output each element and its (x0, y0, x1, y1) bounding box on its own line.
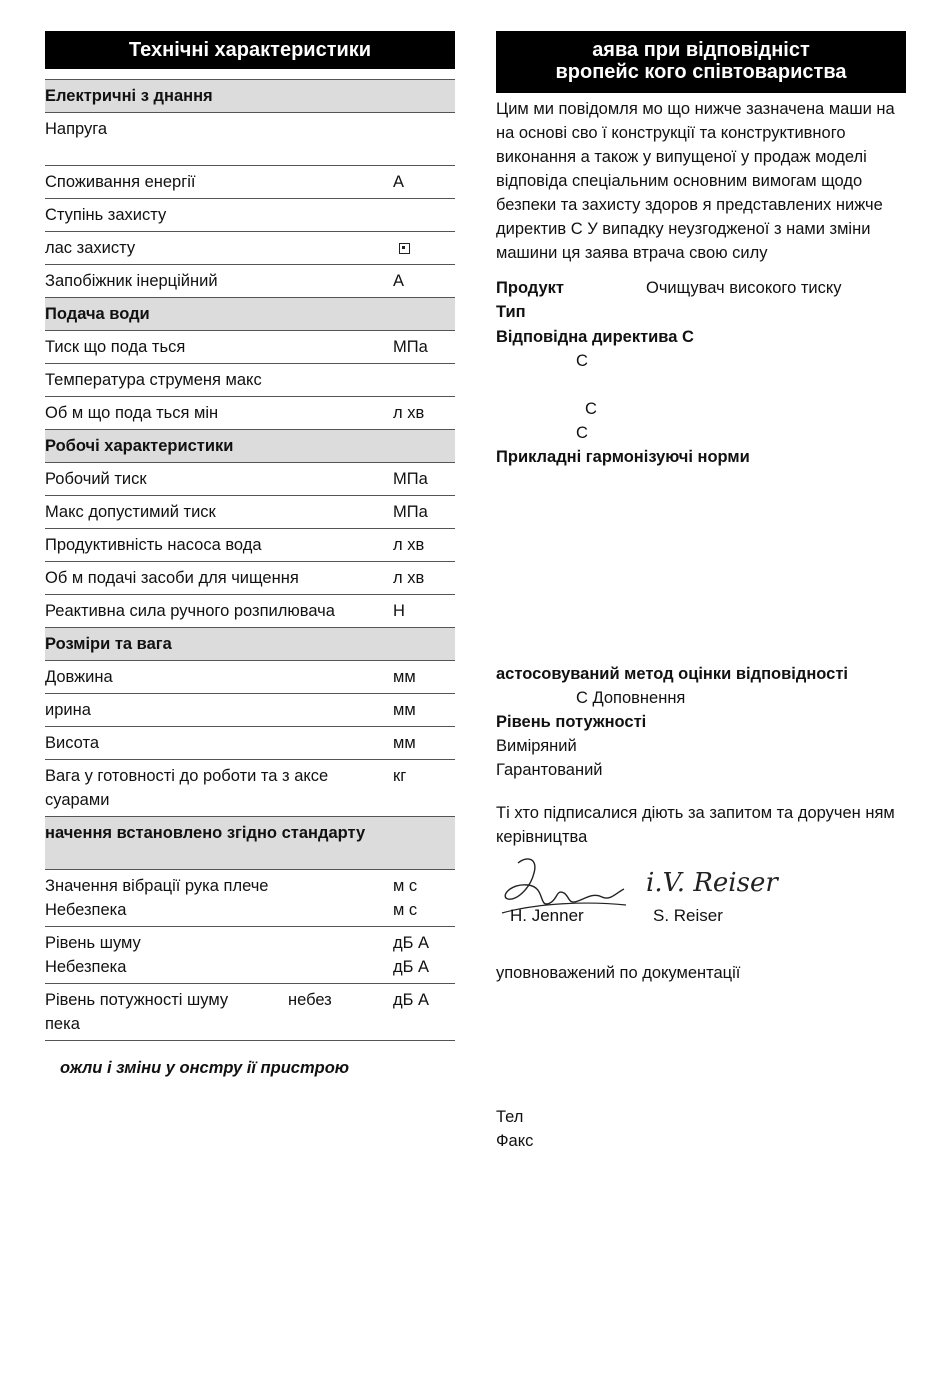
spec-label: лас захисту (45, 239, 136, 257)
spec-row (45, 595, 455, 628)
spec-unit: кг (393, 767, 407, 785)
spec-label: Об м що пода ться мін (45, 404, 219, 422)
spec-row (45, 661, 455, 694)
spec-label-cont: пека (45, 1015, 80, 1033)
declaration-intro: Цим ми повідомля мо що нижче зазначена маши на на основі сво ї конструкції та конструктивного виконання а також у випущеної у продаж моделі відповіда спеціальним основним вимогам щодо безпеки та захисту здоров я представлених нижче директив С У випадку неузгодженої з нами зміни машини ця заява втрача свою силу (496, 100, 895, 262)
spec-unit: л хв (393, 404, 425, 422)
signature-reiser-script: i.V. Reiser (646, 868, 778, 898)
directive-item: С (576, 352, 588, 370)
spec-row (45, 529, 455, 562)
signer2-name: S. Reiser (653, 906, 723, 925)
spec-unit-hazard: дБ А (393, 958, 430, 976)
technical-specs-column (45, 31, 455, 1078)
signer1-name: H. Jenner (510, 906, 584, 925)
spec-label: Висота (45, 734, 100, 752)
spec-section-header (45, 817, 455, 870)
spec-section-header (45, 628, 455, 661)
spec-label: Об м подачі засоби для чищення (45, 569, 299, 587)
fax-label: Факс (496, 1132, 534, 1150)
directive-label: Відповідна директива С (496, 328, 694, 346)
section-label: Розміри та вага (45, 635, 172, 653)
spec-row (45, 199, 455, 232)
spec-label: ирина (45, 701, 91, 719)
section-label: Робочі характеристики (45, 437, 234, 455)
declaration-column (496, 31, 906, 1331)
spec-unit: МПа (393, 470, 428, 488)
spec-unit: МПа (393, 338, 428, 356)
spec-unit (393, 931, 429, 979)
spec-row (45, 331, 455, 364)
spec-label: Значення вібрації рука плече (45, 877, 269, 895)
spec-unit: МПа (393, 503, 428, 521)
spec-mid-label: небез (288, 991, 332, 1009)
signers-text: Ті хто підписалися діють за запитом та доручен ням керівництва (496, 804, 895, 846)
spec-unit-hazard: м с (393, 901, 418, 919)
spec-unit: дБ А (393, 934, 430, 952)
spec-row (45, 232, 455, 265)
power-level-label: Рівень потужності (496, 713, 647, 731)
spec-row (45, 927, 455, 984)
authorized-documentation: уповноважений по документації (496, 964, 741, 982)
spec-label: Реактивна сила ручного розпилювача (45, 602, 335, 620)
protection-class-icon (393, 236, 410, 260)
spec-row (45, 265, 455, 298)
spec-unit: А (393, 272, 405, 290)
spec-section-header (45, 80, 455, 113)
spec-label: Робочий тиск (45, 470, 147, 488)
spec-unit (393, 874, 417, 922)
spec-label: Температура струменя макс (45, 371, 262, 389)
section-label: Електричні з днання (45, 87, 213, 105)
spec-row (45, 760, 455, 817)
spec-unit: м с (393, 877, 418, 895)
modifications-note: ожли і зміни у онстру ії пристрою (60, 1059, 350, 1077)
spec-unit: л хв (393, 569, 425, 587)
guaranteed-label: Гарантований (496, 761, 603, 779)
spec-label-hazard: Небезпека (45, 901, 127, 919)
directive-item: С (585, 400, 597, 418)
section-label: начення встановлено згідно стандарту (45, 824, 366, 842)
method-label: астосовуваний метод оцінки відповідності (496, 665, 849, 683)
spec-row (45, 113, 455, 166)
spec-label: Напруга (45, 120, 108, 138)
spec-unit: дБ А (393, 991, 430, 1009)
spec-row (45, 870, 455, 927)
declaration-title (496, 31, 906, 93)
spec-unit: А (393, 173, 405, 191)
declaration-title-line2: вропейс кого співтовариства (555, 61, 847, 83)
signature-reiser-image (644, 857, 778, 907)
type-label: Тип (496, 303, 526, 321)
spec-row (45, 463, 455, 496)
spec-label: Рівень потужності шуму (45, 991, 229, 1009)
spec-label: Вага у готовності до роботи та з аксе суарами (45, 767, 329, 809)
spec-row (45, 496, 455, 529)
spec-label: Споживання енергії (45, 173, 196, 191)
measured-label: Виміряний (496, 737, 577, 755)
spec-unit: Н (393, 602, 405, 620)
spec-row (45, 364, 455, 397)
declaration-title-line1: аява при відповідніст (592, 39, 810, 61)
spec-row (45, 694, 455, 727)
spec-row (45, 562, 455, 595)
spec-section-header (45, 298, 455, 331)
product-value: Очищувач високого тиску (646, 279, 842, 297)
spec-row (45, 727, 455, 760)
spec-row (45, 397, 455, 430)
tel-label: Тел (496, 1108, 524, 1126)
specs-title: Технічні характеристики (45, 31, 455, 69)
spec-unit: мм (393, 668, 416, 686)
method-value: С Доповнення (576, 689, 686, 707)
spec-row (45, 166, 455, 199)
spec-unit: л хв (393, 536, 425, 554)
spec-label-hazard: Небезпека (45, 958, 127, 976)
spec-label: Ступінь захисту (45, 206, 167, 224)
spec-label: Продуктивність насоса вода (45, 536, 262, 554)
spec-label: Довжина (45, 668, 113, 686)
spec-label: Рівень шуму (45, 934, 141, 952)
spec-unit: мм (393, 701, 416, 719)
spec-label: Тиск що пода ться (45, 338, 186, 356)
spec-table (45, 80, 455, 1041)
norms-label: Прикладні гармонізуючі норми (496, 448, 750, 466)
directive-item: С (576, 424, 588, 442)
spec-unit: мм (393, 734, 416, 752)
section-label: Подача води (45, 305, 150, 323)
spec-label: Запобіжник інерційний (45, 272, 218, 290)
divider (45, 69, 455, 80)
spec-row (45, 984, 455, 1041)
spec-section-header (45, 430, 455, 463)
spec-label: Макс допустимий тиск (45, 503, 216, 521)
product-label: Продукт (496, 279, 564, 297)
